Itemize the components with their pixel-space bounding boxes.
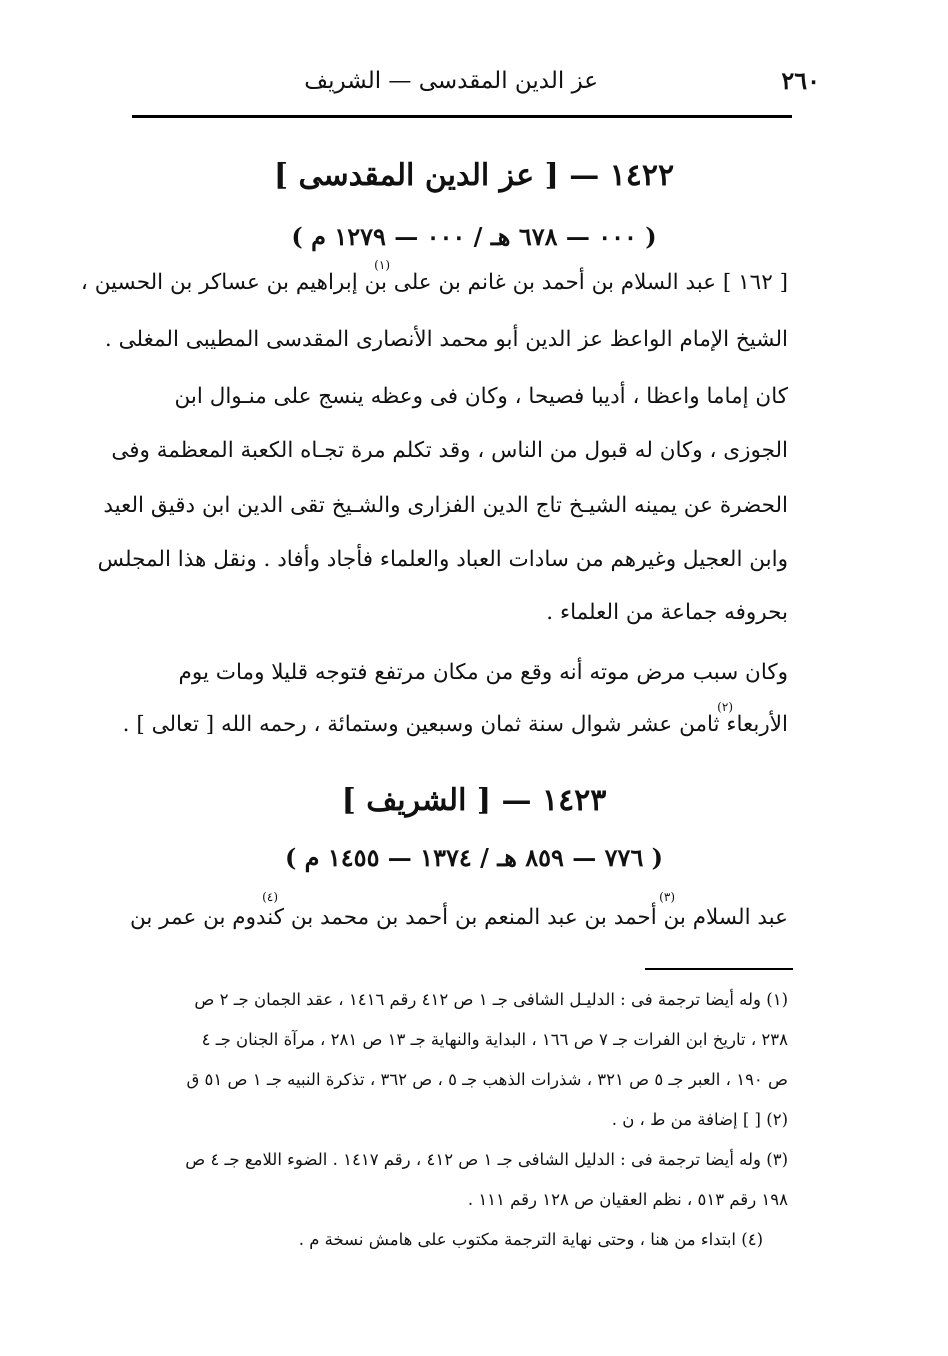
footnote-line: (١) وله أيضا ترجمة فى : الدليـل الشافى جـ ١ ص ٤١٢ رقم ١٤١٦ ، عقد الجمان جـ ٢ ص <box>194 990 788 1009</box>
footnote-line: (٣) وله أيضا ترجمة فى : الدليل الشافى جـ ١ ص ٤١٢ ، رقم ١٤١٧ . الضوء اللامع جـ ٤ ص <box>185 1150 788 1169</box>
entry-1422-line: الحضرة عن يمينه الشيـخ تاج الدين الفزارى والشـيخ تقى الدين ابن دقيق العيد <box>103 493 788 518</box>
entry-1422-line: الجوزى ، وكان له قبول من الناس ، وقد تكلم مرة تجـاه الكعبة المعظمة وفى <box>111 438 788 463</box>
entry-1422-line: [ ١٦٢ ] عبد السلام بن أحمد بن غانم بن على بن إبراهيم بن عساكر بن الحسين ، <box>80 270 788 295</box>
header-rule <box>132 115 792 118</box>
entry-1422-line: وكان سبب مرض موته أنه وقع من مكان مرتفع فتوجه قليلا ومات يوم <box>178 660 788 685</box>
entry-1423-dates: ( ٧٧٦ — ٨٥٩ هـ / ١٣٧٤ — ١٤٥٥ م ) <box>284 843 664 872</box>
entry-1423-line: عبد السلام بن أحمد بن عبد المنعم بن أحمد بن محمد بن كندوم بن عمر بن <box>129 905 788 930</box>
entry-1423-heading: ١٤٢٣ — [ الشريف ] <box>341 783 607 818</box>
footnote-marker: (١) <box>374 258 390 272</box>
entry-1422-line: الشيخ الإمام الواعظ عز الدين أبو محمد الأنصارى المقدسى المطيبى المغلى . <box>104 327 788 352</box>
entry-1422-dates: ( ٠٠٠ — ٦٧٨ هـ / ٠٠٠ — ١٢٧٩ م ) <box>291 222 657 251</box>
footnote-line: (٢) [ ] إضافة من ط ، ن . <box>611 1110 788 1129</box>
footnote-marker: (٣) <box>659 890 675 904</box>
page-number: ٢٦٠ <box>781 66 820 95</box>
footnote-line: ١٩٨ رقم ٥١٣ ، نظم العقيان ص ١٢٨ رقم ١١١ . <box>467 1190 788 1209</box>
entry-1422-line: وابن العجيل وغيرهم من سادات العباد والعلماء فأجاد وأفاد . ونقل هذا المجلس <box>97 547 788 572</box>
running-header-title: عز الدين المقدسى — الشريف <box>304 68 598 94</box>
entry-1422-heading: ١٤٢٢ — [ عز الدين المقدسى ] <box>273 158 675 193</box>
footnote-separator <box>645 968 793 970</box>
footnote-marker: (٢) <box>717 700 733 714</box>
footnote-line: ٢٣٨ ، تاريخ ابن الفرات جـ ٧ ص ١٦٦ ، البداية والنهاية جـ ١٣ ص ٢٨١ ، مرآة الجنان جـ ٤ <box>201 1030 788 1049</box>
entry-1422-line: بحروفه جماعة من العلماء . <box>546 600 788 625</box>
footnote-marker: (٤) <box>262 890 278 904</box>
entry-1422-line: الأربعاء ثامن عشر شوال سنة ثمان وسبعين وستمائة ، رحمه الله [ تعالى ] . <box>122 712 788 737</box>
footnote-line: (٤) ابتداء من هنا ، وحتى نهاية الترجمة مكتوب على هامش نسخة م . <box>298 1230 763 1249</box>
footnote-line: ص ١٩٠ ، العبر جـ ٥ ص ٣٢١ ، شذرات الذهب جـ ٥ ، ص ٣٦٢ ، تذكرة النبيه جـ ١ ص ٥١ ق <box>186 1070 788 1089</box>
entry-1422-line: كان إماما واعظا ، أديبا فصيحا ، وكان فى وعظه ينسج على منـوال ابن <box>174 384 788 409</box>
